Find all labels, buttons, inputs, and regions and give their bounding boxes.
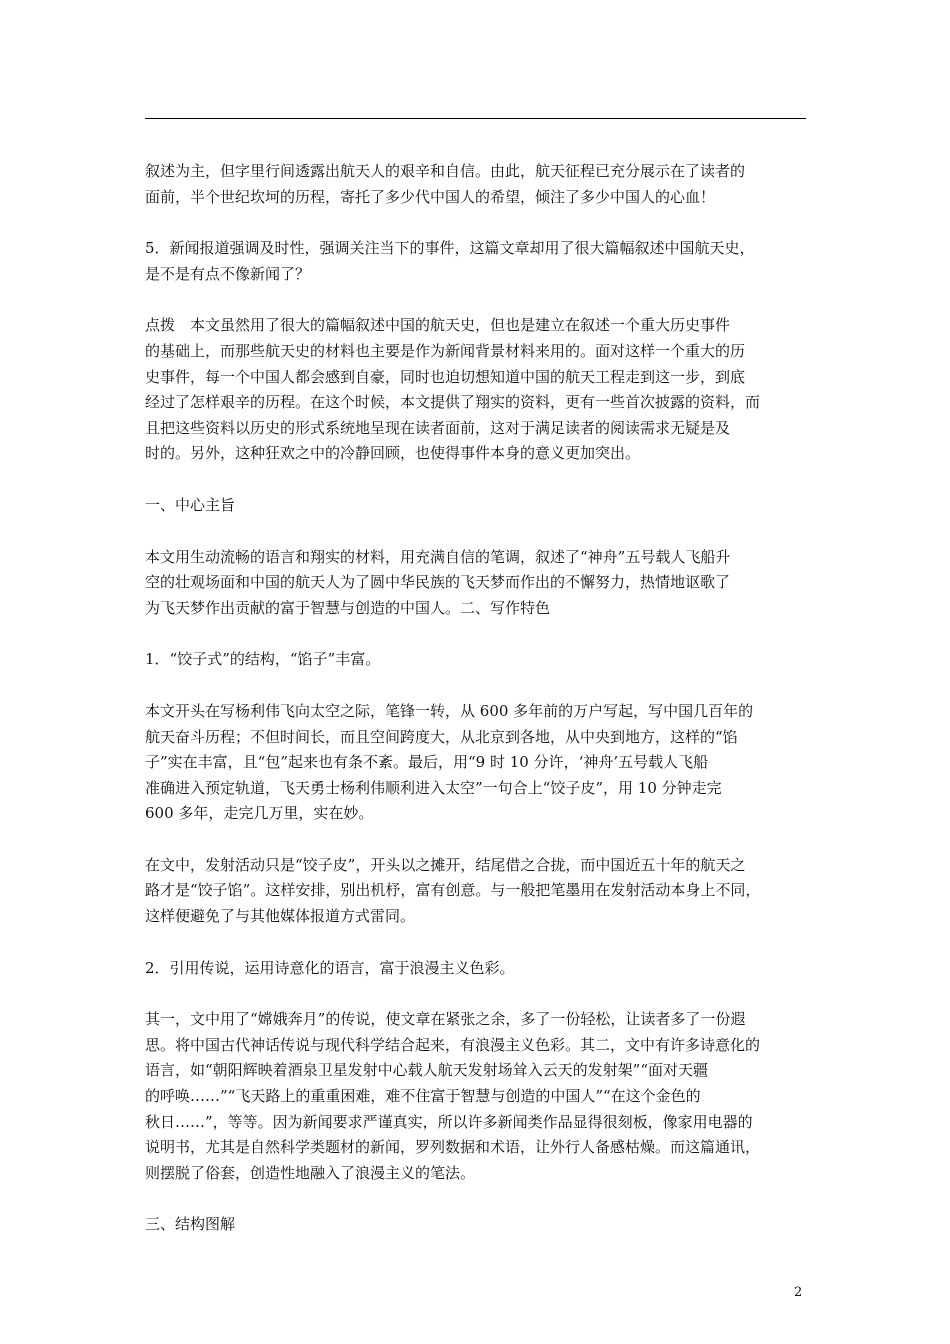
- page-number: 2: [794, 1285, 803, 1300]
- answer-hint: 点拨 本文虽然用了很大的篇幅叙述中国的航天史，但也是建立在叙述一个重大历史事件 的基础上，而那些航天史的材料也主要是作为新闻背景材料来用的。面对这样一个重大的历 史事件，每一个中国人都会感到自豪，同时也迫切想知道中国的航天工程走到这一步，到底 经过了怎样艰辛的历程。在这个时候，本文提供了翔实的资料，更有一些首次披露的资料，而 且把这些资料以历史的形式系统地呈现在读者面前，这对于满足读者的阅读需求无疑是及 时的。另外，这种狂欢之中的冷静回顾，也使得事件本身的意义更加突出。: [145, 316, 761, 463]
- structure-paragraph-1: 本文开头在写杨利伟飞向太空之际，笔锋一转，从 600 多年前的万户写起，写中国几百年的 航天奋斗历程；不但时间长，而且空间跨度大，从北京到各地，从中央到地方，这样的“馅 子”实在丰富，且“包”起来也有条不紊。最后，用“9 时 10 分许，‘神舟’五号载人飞船 准确进入预定轨道，飞天勇士杨利伟顺利进入太空”一句合上“饺子皮”，用 10 分钟走完 600 多年，走完几万里，实在妙。: [145, 701, 754, 823]
- paragraph-continuation: 叙述为主，但字里行间透露出航天人的艰辛和自信。由此，航天征程已充分展示在了读者的 面前，半个世纪坎坷的历程，寄托了多少代中国人的希望，倾注了多少中国人的心血！: [145, 162, 746, 206]
- section-heading-theme: 一、中心主旨: [145, 495, 236, 514]
- subheading-legend: 2．引用传说，运用诗意化的语言，富于浪漫主义色彩。: [145, 958, 515, 977]
- header-rule: [145, 118, 806, 119]
- theme-paragraph: 本文用生动流畅的语言和翔实的材料，用充满自信的笔调，叙述了“神舟”五号载人飞船升 空的壮观场面和中国的航天人为了圆中华民族的飞天梦而作出的不懈努力，热情地讴歌了 为飞天梦作出贡献的富于智慧与创造的中国人。二、写作特色: [145, 547, 731, 617]
- section-heading-diagram: 三、结构图解: [145, 1215, 236, 1234]
- subheading-structure: 1．“饺子式”的结构，“馅子”丰富。: [145, 650, 381, 669]
- legend-paragraph: 其一，文中用了“嫦娥奔月”的传说，使文章在紧张之余，多了一份轻松，让读者多了一份遐 思。将中国古代神话传说与现代科学结合起来，有浪漫主义色彩。其二，文中有许多诗意化的 语言，如“朝阳辉映着酒泉卫星发射中心载人航天发射场耸入云天的发射架”“面对天疆 的呼唤……”“飞天路上的重重困难，难不住富于智慧与创造的中国人”“在这个金色的 秋日……”，等等。因为新闻要求严谨真实，所以许多新闻类作品显得很刻板，像家用电器的 说明书，尤其是自然科学类题材的新闻，罗列数据和术语，让外行人备感枯燥。而这篇通讯， 则摆脱了俗套，创造性地融入了浪漫主义的笔法。: [145, 1010, 761, 1182]
- body-text: [145, 159, 810, 1264]
- structure-paragraph-2: 在文中，发射活动只是“饺子皮”，开头以之摊开，结尾借之合拢，而中国近五十年的航天之 路才是“饺子馅”。这样安排，别出机杼，富有创意。与一般把笔墨用在发射活动本身上不同， 这样便避免了与其他媒体报道方式雷同。: [145, 855, 761, 926]
- question-5: 5．新闻报道强调及时性，强调关注当下的事件，这篇文章却用了很大篇幅叙述中国航天史， 是不是有点不像新闻了？: [145, 239, 755, 283]
